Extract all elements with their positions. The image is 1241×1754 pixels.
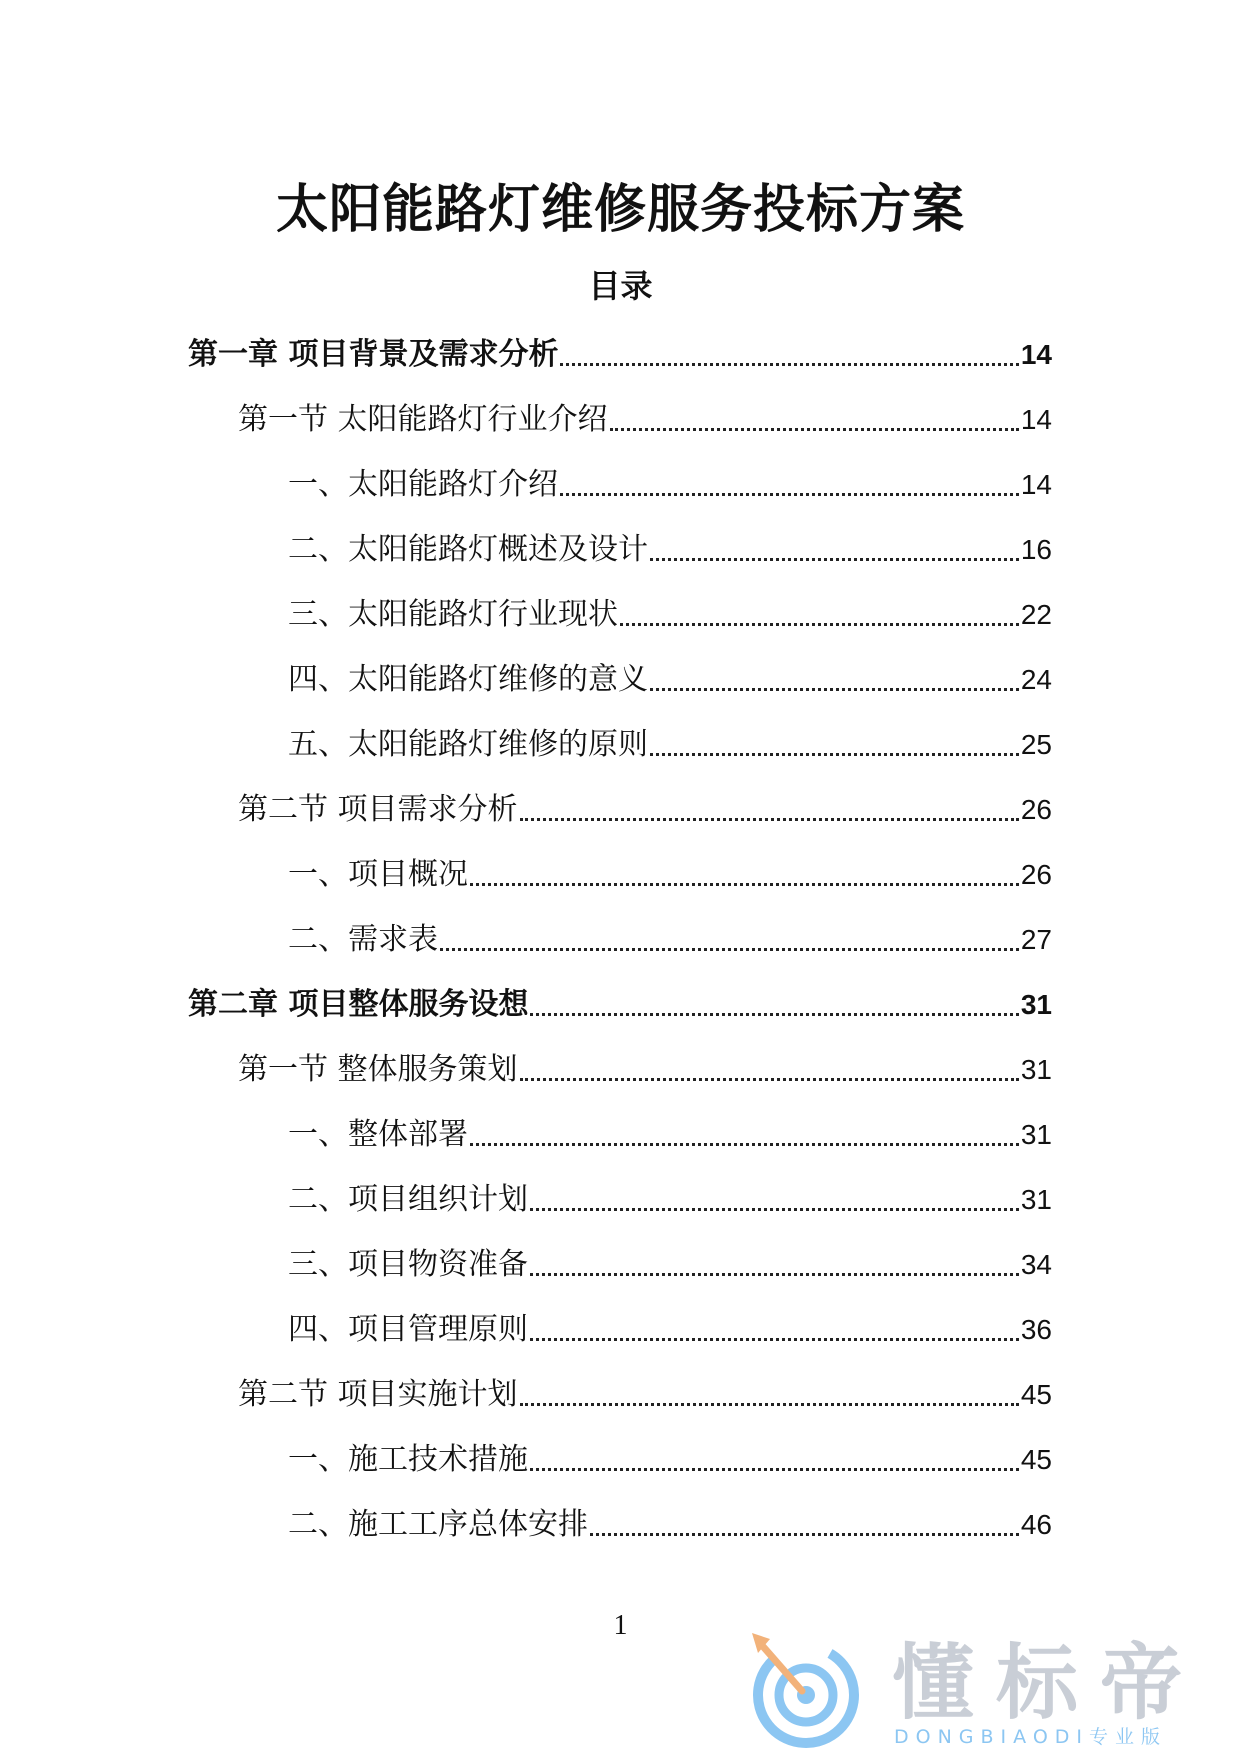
toc-entry-title: 一、整体部署 [288, 1116, 468, 1152]
document-title: 太阳能路灯维修服务投标方案 [275, 180, 965, 240]
watermark-subtitle: DONGBIAODI专业版 [894, 1726, 1168, 1748]
toc-entry-page: 34 [1020, 1248, 1052, 1280]
toc-dot-leader [650, 688, 1019, 691]
toc-entry[interactable] [0, 842, 1241, 907]
toc-dot-leader [620, 623, 1019, 626]
toc-entry[interactable] [0, 907, 1241, 972]
toc-entry-title: 二、需求表 [288, 921, 438, 957]
toc-entry-title: 第二节 项目需求分析 [238, 791, 518, 827]
toc-entry-page: 45 [1020, 1443, 1052, 1475]
toc-entry-title: 三、太阳能路灯行业现状 [288, 596, 618, 632]
toc-entry-page: 31 [1020, 1183, 1052, 1215]
toc-entry-page: 45 [1020, 1378, 1052, 1410]
toc-entry-page: 31 [1020, 988, 1052, 1020]
toc-entry[interactable] [0, 712, 1241, 777]
toc-dot-leader [560, 493, 1019, 496]
toc-entry[interactable] [0, 1297, 1241, 1362]
toc-dot-leader [520, 1403, 1019, 1406]
toc-dot-leader [530, 1338, 1019, 1341]
toc-entry-page: 14 [1020, 338, 1052, 370]
toc-entry-page: 27 [1020, 923, 1052, 955]
toc-entry-page: 31 [1020, 1053, 1052, 1085]
toc-entry[interactable] [0, 1492, 1241, 1557]
toc-entry[interactable] [0, 387, 1241, 452]
toc-dot-leader [440, 948, 1019, 951]
toc-entry-page: 16 [1020, 533, 1052, 565]
toc-entry-title: 二、施工工序总体安排 [288, 1506, 588, 1542]
toc-entry-title: 四、太阳能路灯维修的意义 [288, 661, 648, 697]
toc-entry-page: 25 [1020, 728, 1052, 760]
toc-entry-title: 第一节 整体服务策划 [238, 1051, 518, 1087]
toc-entry[interactable] [0, 972, 1241, 1037]
toc-entry[interactable] [0, 1362, 1241, 1427]
toc-entry-page: 14 [1020, 403, 1052, 435]
toc-entry-title: 第一节 太阳能路灯行业介绍 [238, 401, 608, 437]
toc-entry-title: 一、项目概况 [288, 856, 468, 892]
toc-entry-title: 二、项目组织计划 [288, 1181, 528, 1217]
toc-entry[interactable] [0, 1427, 1241, 1492]
toc-dot-leader [470, 883, 1019, 886]
table-of-contents [0, 322, 1241, 1557]
toc-dot-leader [590, 1533, 1019, 1536]
toc-dot-leader [530, 1273, 1019, 1276]
toc-entry-title: 四、项目管理原则 [288, 1311, 528, 1347]
watermark [740, 1625, 1240, 1754]
toc-entry-title: 第二章 项目整体服务设想 [188, 986, 529, 1022]
toc-dot-leader [560, 363, 1018, 366]
toc-dot-leader [530, 1208, 1019, 1211]
toc-entry-page: 26 [1020, 793, 1052, 825]
toc-entry-title: 二、太阳能路灯概述及设计 [288, 531, 648, 567]
toc-dot-leader [520, 818, 1019, 821]
toc-entry-page: 36 [1020, 1313, 1052, 1345]
toc-entry[interactable] [0, 1167, 1241, 1232]
toc-dot-leader [530, 1013, 1018, 1016]
toc-entry-title: 第一章 项目背景及需求分析 [188, 336, 559, 372]
toc-dot-leader [650, 558, 1019, 561]
toc-entry[interactable] [0, 777, 1241, 842]
toc-entry-title: 一、太阳能路灯介绍 [288, 466, 558, 502]
page-number: 1 [613, 1610, 628, 1641]
toc-entry-page: 24 [1020, 663, 1052, 695]
toc-entry-page: 14 [1020, 468, 1052, 500]
toc-entry-page: 26 [1020, 858, 1052, 890]
toc-entry[interactable] [0, 322, 1241, 387]
toc-entry-page: 31 [1020, 1118, 1052, 1150]
toc-dot-leader [470, 1143, 1019, 1146]
toc-dot-leader [520, 1078, 1019, 1081]
toc-entry[interactable] [0, 582, 1241, 647]
toc-dot-leader [610, 428, 1019, 431]
toc-entry-title: 五、太阳能路灯维修的原则 [288, 726, 648, 762]
toc-heading: 目录 [588, 267, 653, 305]
toc-entry-page: 22 [1020, 598, 1052, 630]
toc-entry[interactable] [0, 517, 1241, 582]
toc-entry-title: 三、项目物资准备 [288, 1246, 528, 1282]
toc-entry-page: 46 [1020, 1508, 1052, 1540]
toc-entry-title: 一、施工技术措施 [288, 1441, 528, 1477]
watermark-brand: 懂标帝 [892, 1636, 1205, 1731]
toc-entry[interactable] [0, 1037, 1241, 1102]
toc-entry[interactable] [0, 1102, 1241, 1167]
target-arrow-logo-icon [746, 1631, 866, 1751]
toc-dot-leader [530, 1468, 1019, 1471]
toc-entry-title: 第二节 项目实施计划 [238, 1376, 518, 1412]
toc-dot-leader [650, 753, 1019, 756]
toc-entry[interactable] [0, 647, 1241, 712]
toc-entry[interactable] [0, 452, 1241, 517]
toc-entry[interactable] [0, 1232, 1241, 1297]
